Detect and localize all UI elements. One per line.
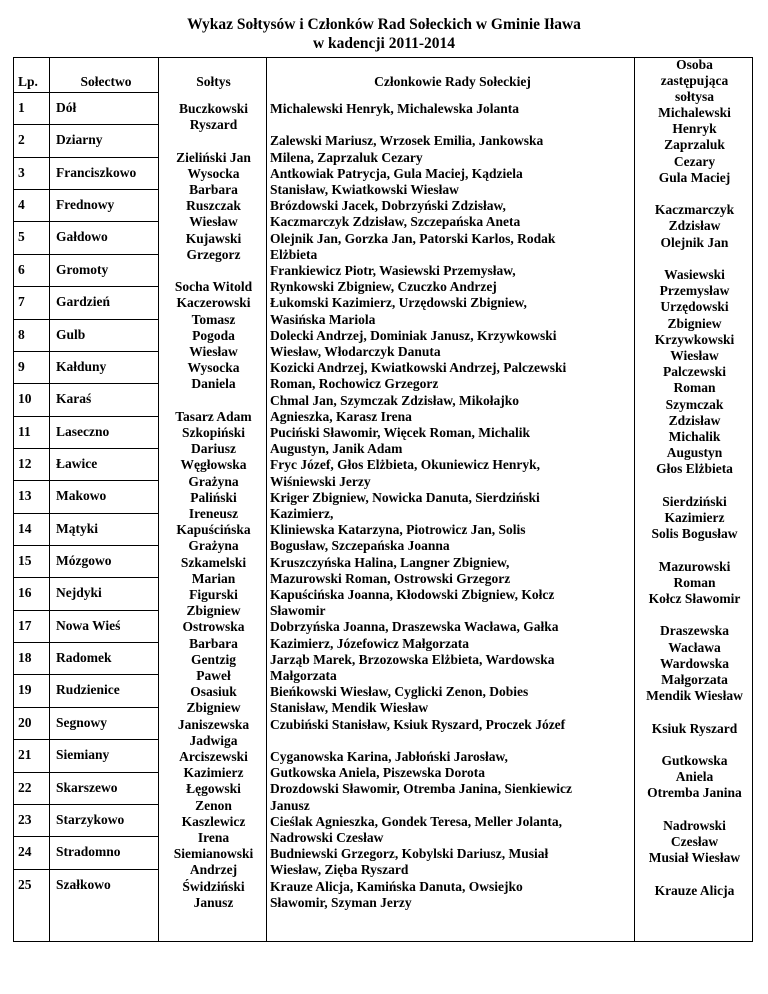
osoba-line: Kaczmarczyk [654, 202, 735, 218]
soltys-line: Marian [191, 570, 236, 586]
row-divider [13, 480, 158, 481]
member-line: Czubiński Stanisław, Ksiuk Ryszard, Proczek Józef [270, 716, 566, 732]
row-solectwo: Makowo [56, 488, 107, 504]
row-solectwo: Starzykowo [56, 811, 125, 827]
osoba-line: Zdzisław [668, 412, 721, 428]
member-line: Agnieszka, Karasz Irena [270, 408, 412, 424]
osoba-line: Palczewski [663, 364, 726, 380]
member-line: Frankiewicz Piotr, Wasiewski Przemysław, [270, 263, 516, 278]
member-line: Olejnik Jan, Gorzka Jan, Patorski Karlos, Rodak [270, 230, 556, 246]
osoba-line: Małgorzata [661, 672, 728, 687]
row-number: 3 [18, 164, 25, 180]
soltys-line: Dariusz [191, 441, 236, 457]
row-divider [13, 189, 158, 190]
member-line: Kapuścińska Joanna, Kłodowski Zbigniew, Kołcz [270, 587, 555, 602]
osoba-line: Roman [673, 380, 716, 396]
osoba-line: Przemysław [659, 283, 730, 299]
row-divider [13, 221, 158, 222]
row-solectwo: Nowa Wieś [56, 617, 121, 633]
row-solectwo: Dół [56, 100, 77, 115]
row-solectwo: Siemiany [56, 747, 110, 763]
osoba-line: Nadrowski [663, 817, 726, 833]
member-line: Wasińska Mariola [270, 311, 376, 327]
soltys-line: Grażyna [188, 473, 239, 489]
member-line: Krauze Alicja, Kamińska Danuta, Owsiejko [270, 878, 523, 894]
soltys-line: Andrzej [189, 862, 238, 878]
soltys-line: Łęgowski [186, 781, 241, 797]
soltys-line: Barbara [189, 182, 238, 197]
row-solectwo: Gardzień [56, 294, 110, 310]
osoba-line: Wardowska [659, 655, 730, 671]
row-number: 24 [18, 844, 32, 860]
row-solectwo: Segnowy [56, 714, 108, 730]
member-line: Cieślak Agnieszka, Gondek Teresa, Meller Jolanta, [270, 813, 563, 829]
row-divider [13, 351, 158, 352]
row-divider [13, 319, 158, 320]
row-solectwo: Mózgowo [56, 553, 112, 569]
member-line: Bogusław, Szczepańska Joanna [270, 538, 450, 554]
member-line: Bieńkowski Wiesław, Cyglicki Zenon, Dobies [270, 684, 529, 700]
row-divider [13, 254, 158, 255]
member-line: Antkowiak Patrycja, Gula Maciej, Kądziela [270, 165, 523, 181]
osoba-line: Kołcz Sławomir [648, 591, 741, 606]
member-line: Kazimierz, Józefowicz Małgorzata [270, 635, 470, 651]
row-solectwo: Gromoty [56, 261, 109, 277]
soltys-line: Ruszczak [186, 198, 241, 214]
header-osoba-line: zastępująca [660, 73, 729, 88]
osoba-line: Szymczak [665, 396, 724, 412]
soltys-line: Zbigniew [186, 603, 241, 619]
row-divider [13, 383, 158, 384]
soltys-line: Wysocka [187, 165, 240, 181]
row-divider [13, 674, 158, 675]
osoba-line: Głos Elżbieta [656, 461, 733, 477]
soltys-line: Szkopiński [181, 425, 246, 440]
row-solectwo: Ławice [56, 455, 98, 471]
soltys-line: Janiszewska [177, 716, 250, 732]
osoba-line: Aniela [675, 769, 714, 785]
row-solectwo: Skarszewo [56, 779, 118, 795]
soltys-line: Ryszard [189, 117, 238, 133]
row-divider [13, 642, 158, 643]
soltys-line: Irena [197, 830, 230, 845]
row-divider [13, 577, 158, 578]
soltys-line: Ireneusz [188, 506, 239, 521]
osoba-line: Ksiuk Ryszard [651, 720, 738, 736]
row-number: 23 [18, 811, 32, 827]
soltys-line: Wiesław [189, 344, 238, 359]
osoba-line: Musiał Wiesław [648, 850, 741, 866]
osoba-line: Mendik Wiesław [646, 688, 743, 704]
row-number: 13 [18, 488, 32, 504]
row-number: 4 [18, 197, 25, 213]
row-number: 25 [18, 876, 32, 892]
osoba-line: Zdzisław [668, 218, 721, 234]
soltys-line: Barbara [189, 635, 238, 651]
row-number: 16 [18, 585, 32, 601]
member-line: Kozicki Andrzej, Kwiatkowski Andrzej, Palczewski [270, 360, 567, 376]
member-line: Wiesław, Włodarczyk Danuta [270, 344, 441, 359]
row-solectwo: Radomek [56, 650, 112, 666]
osoba-line: Wacława [668, 639, 721, 655]
row-solectwo: Mątyki [56, 520, 98, 536]
member-line: Jarząb Marek, Brzozowska Elżbieta, Wardowska [270, 651, 555, 667]
row-divider [13, 545, 158, 546]
row-divider [13, 772, 158, 773]
soltys-line: Kazimierz [183, 765, 244, 781]
row-number: 11 [18, 423, 31, 439]
soltys-line: Kapuścińska [176, 522, 251, 538]
row-number: 1 [18, 100, 25, 115]
soltys-line: Zenon [195, 797, 232, 813]
osoba-line: Mazurowski [658, 558, 731, 574]
soltys-line: Paliński [190, 489, 237, 505]
member-line: Mazurowski Roman, Ostrowski Grzegorz [270, 570, 511, 586]
row-divider [13, 124, 158, 125]
row-divider [13, 610, 158, 611]
soltys-line: Osasiuk [190, 684, 237, 700]
osoba-line: Michalik [668, 429, 721, 444]
row-number: 9 [18, 358, 25, 374]
osoba-line: Gula Maciej [658, 169, 731, 185]
row-number: 12 [18, 455, 32, 471]
member-line: Michalewski Henryk, Michalewska Jolanta [270, 101, 519, 116]
soltys-line: Siemianowski [173, 846, 254, 862]
soltys-line: Jadwiga [189, 732, 238, 748]
row-number: 20 [18, 714, 32, 730]
soltys-table [13, 57, 753, 942]
row-solectwo: Karaś [56, 391, 92, 407]
row-divider [13, 707, 158, 708]
soltys-line: Grzegorz [186, 246, 241, 262]
row-solectwo: Szałkowo [56, 876, 111, 892]
document-title: Wykaz Sołtysów i Członków Rad Sołeckich w Gminie Iława [187, 16, 581, 33]
osoba-line: Olejnik Jan [660, 234, 729, 250]
header-lp: Lp. [18, 74, 38, 89]
document-subtitle: w kadencji 2011-2014 [312, 35, 456, 52]
soltys-line: Węgłowska [180, 457, 247, 473]
header-osoba-line: Osoba [676, 57, 713, 72]
row-divider [13, 739, 158, 740]
row-number: 22 [18, 779, 32, 795]
member-line: Kazimierz, [270, 506, 334, 521]
soltys-line: Buczkowski [178, 101, 249, 116]
osoba-line: Zaprzaluk [664, 137, 725, 153]
member-line: Stanisław, Mendik Wiesław [270, 700, 429, 716]
soltys-line: Paweł [196, 668, 231, 683]
member-line: Rynkowski Zbigniew, Czuczko Andrzej [270, 279, 497, 295]
row-number: 8 [18, 326, 25, 342]
osoba-line: Czesław [670, 834, 719, 849]
member-line: Stanisław, Kwiatkowski Wiesław [270, 182, 459, 197]
osoba-line: Wasiewski [664, 267, 725, 282]
osoba-line: Henryk [672, 121, 717, 137]
soltys-line: Socha Witold [174, 279, 253, 295]
member-line: Małgorzata [270, 668, 337, 683]
osoba-line: Cezary [673, 153, 716, 169]
row-number: 7 [18, 294, 25, 310]
row-divider [13, 157, 158, 158]
soltys-line: Pogoda [192, 327, 235, 343]
soltys-line: Gentzig [191, 651, 236, 667]
osoba-line: Krauze Alicja [654, 882, 735, 898]
row-solectwo: Dziarny [56, 132, 103, 148]
soltys-line: Tasarz Adam [175, 408, 252, 424]
member-line: Elżbieta [270, 246, 318, 262]
soltys-line: Daniela [191, 376, 236, 392]
header-osoba-line: sołtysa [674, 89, 714, 104]
osoba-line: Kazimierz [664, 510, 725, 525]
soltys-line: Zieliński Jan [176, 149, 251, 165]
row-number: 6 [18, 261, 25, 277]
member-line: Dolecki Andrzej, Dominiak Janusz, Krzywkowski [270, 327, 557, 343]
column-divider [266, 57, 267, 942]
row-number: 19 [18, 682, 32, 698]
osoba-line: Sierdziński [662, 493, 727, 509]
row-solectwo: Franciszkowo [56, 164, 137, 180]
row-solectwo: Stradomno [56, 844, 121, 860]
soltys-line: Wysocka [187, 360, 240, 376]
osoba-line: Augustyn [666, 445, 723, 461]
osoba-line: Gutkowska [661, 753, 728, 768]
member-line: Roman, Rochowicz Grzegorz [270, 376, 439, 392]
row-divider [13, 92, 158, 93]
row-number: 14 [18, 520, 32, 536]
row-divider [13, 448, 158, 449]
row-number: 18 [18, 650, 32, 666]
member-line: Kriger Zbigniew, Nowicka Danuta, Sierdziński [270, 489, 540, 505]
osoba-line: Otremba Janina [647, 785, 742, 801]
member-line: Puciński Sławomir, Więcek Roman, Michalik [270, 425, 531, 440]
row-divider [13, 836, 158, 837]
row-number: 17 [18, 617, 32, 633]
row-solectwo: Laseczno [56, 423, 110, 439]
row-solectwo: Gulb [56, 326, 86, 342]
osoba-line: Zbigniew [667, 315, 722, 331]
osoba-line: Michalewski [658, 105, 731, 120]
soltys-line: Janusz [193, 894, 234, 910]
soltys-line: Tomasz [191, 311, 236, 327]
member-line: Sławomir [270, 603, 326, 619]
member-line: Kaczmarczyk Zdzisław, Szczepańska Aneta [270, 214, 521, 230]
soltys-line: Figurski [189, 587, 238, 602]
member-line: Augustyn, Janik Adam [270, 441, 403, 457]
member-line: Gutkowska Aniela, Piszewska Dorota [270, 765, 486, 781]
member-line: Kliniewska Katarzyna, Piotrowicz Jan, Solis [270, 522, 526, 538]
soltys-line: Arciszewski [179, 749, 248, 764]
row-solectwo: Frednowy [56, 197, 115, 213]
member-line: Cyganowska Karina, Jabłoński Jarosław, [270, 749, 508, 764]
soltys-line: Kaczerowski [176, 295, 251, 311]
member-line: Dobrzyńska Joanna, Draszewska Wacława, Gałka [270, 619, 559, 635]
osoba-line: Krzywkowski [654, 331, 735, 347]
osoba-line: Wiesław [670, 348, 719, 363]
row-divider [13, 286, 158, 287]
row-number: 21 [18, 747, 32, 763]
member-line: Milena, Zaprzaluk Cezary [270, 149, 423, 165]
osoba-line: Roman [673, 574, 716, 590]
row-number: 2 [18, 132, 25, 148]
member-line: Budniewski Grzegorz, Kobylski Dariusz, Musiał [270, 846, 549, 862]
osoba-line: Draszewska [660, 623, 729, 639]
osoba-line: Solis Bogusław [651, 526, 738, 542]
soltys-line: Wiesław [189, 214, 238, 230]
soltys-line: Ostrowska [182, 619, 245, 635]
header-soltys: Sołtys [196, 74, 231, 89]
member-line: Kruszczyńska Halina, Langner Zbigniew, [270, 554, 510, 570]
member-line: Janusz [270, 797, 310, 813]
member-line: Zalewski Mariusz, Wrzosek Emilia, Jankowska [270, 133, 544, 149]
member-line: Wiesław, Zięba Ryszard [270, 862, 409, 878]
row-divider [13, 513, 158, 514]
member-line: Fryc Józef, Głos Elżbieta, Okuniewicz Henryk, [270, 457, 540, 473]
row-solectwo: Kałduny [56, 358, 107, 374]
osoba-line: Urzędowski [660, 299, 729, 315]
row-divider [13, 416, 158, 417]
soltys-line: Szkamelski [180, 554, 247, 570]
row-number: 5 [18, 229, 25, 245]
member-line: Łukomski Kazimierz, Urzędowski Zbigniew, [270, 295, 527, 311]
header-czlonkowie: Członkowie Rady Sołeckiej [374, 74, 531, 89]
row-solectwo: Rudzienice [56, 682, 120, 698]
soltys-line: Kujawski [185, 230, 242, 246]
soltys-line: Grażyna [188, 538, 239, 554]
row-divider [13, 804, 158, 805]
member-line: Brózdowski Jacek, Dobrzyński Zdzisław, [270, 198, 506, 214]
header-solectwo: Sołectwo [80, 74, 132, 89]
member-line: Nadrowski Czesław [270, 830, 384, 845]
soltys-line: Świdziński [182, 878, 245, 894]
member-line: Wiśniewski Jerzy [270, 473, 371, 489]
row-solectwo: Nejdyki [56, 585, 102, 601]
member-line: Chmal Jan, Szymczak Zdzisław, Mikołajko [270, 392, 520, 408]
row-solectwo: Gałdowo [56, 229, 108, 245]
member-line: Sławomir, Szyman Jerzy [270, 894, 412, 910]
row-number: 15 [18, 553, 32, 569]
soltys-line: Zbigniew [186, 700, 241, 716]
row-number: 10 [18, 391, 32, 407]
member-line: Drozdowski Sławomir, Otremba Janina, Sienkiewicz [270, 781, 573, 797]
soltys-line: Kaszlewicz [181, 813, 246, 829]
row-divider [13, 869, 158, 870]
